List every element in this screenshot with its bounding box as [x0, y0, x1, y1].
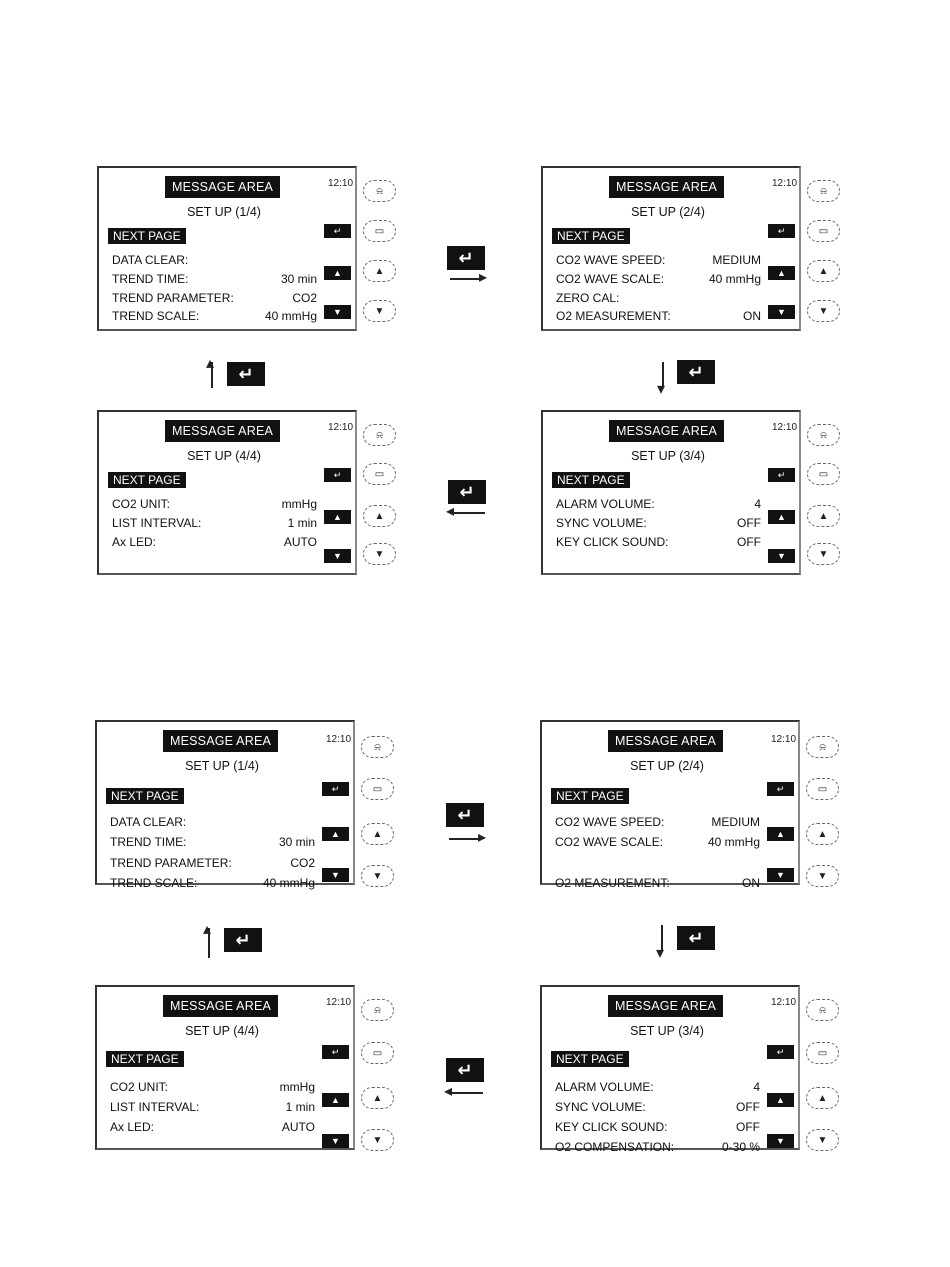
- setting-row[interactable]: [112, 515, 317, 531]
- enter-key-icon: ↵: [446, 1058, 484, 1082]
- flow-arrow-left: [449, 1092, 483, 1094]
- message-area: MESSAGE AREA: [608, 995, 723, 1017]
- alarm-silence-icon[interactable]: ⍾: [361, 999, 394, 1021]
- setting-value: 30 min: [280, 272, 317, 286]
- setting-value: 40 mmHg: [708, 272, 761, 286]
- setting-label: TREND PARAMETER:: [112, 291, 234, 305]
- flow-arrow-right: [449, 838, 481, 840]
- arrowhead-up-icon: ▴: [206, 355, 215, 372]
- setting-row[interactable]: [556, 290, 761, 306]
- setting-value: ON: [743, 309, 761, 323]
- setup-screen-page-2: [541, 166, 801, 331]
- down-key-icon[interactable]: ▼: [363, 300, 396, 322]
- alarm-silence-icon[interactable]: ⍾: [806, 736, 839, 758]
- arrowhead-right-icon: ▸: [479, 269, 488, 286]
- setting-row[interactable]: [110, 814, 315, 830]
- setting-row[interactable]: [555, 855, 760, 871]
- setting-label: TREND SCALE:: [110, 876, 198, 890]
- setting-value: 1 min: [285, 1100, 315, 1114]
- page-title: SET UP (4/4): [187, 449, 261, 463]
- up-softkey[interactable]: ▲: [768, 266, 795, 280]
- down-key-icon[interactable]: ▼: [806, 865, 839, 887]
- setting-label: O2 MEASUREMENT:: [555, 876, 670, 890]
- message-area: MESSAGE AREA: [165, 176, 280, 198]
- down-key-icon[interactable]: ▼: [361, 1129, 394, 1151]
- enter-softkey[interactable]: ↵: [322, 782, 349, 796]
- next-page-button[interactable]: NEXT PAGE: [551, 1051, 629, 1067]
- setting-label: CO2 WAVE SCALE:: [556, 272, 665, 286]
- up-softkey[interactable]: ▲: [767, 827, 794, 841]
- setting-row[interactable]: [556, 515, 761, 531]
- clock: 12:10: [326, 997, 352, 1008]
- next-page-button[interactable]: NEXT PAGE: [108, 472, 186, 488]
- setting-row[interactable]: [555, 1099, 760, 1115]
- message-area: MESSAGE AREA: [165, 420, 280, 442]
- clock: 12:10: [328, 422, 354, 433]
- enter-key-icon: ↵: [227, 362, 265, 386]
- setting-value: 30 min: [278, 835, 315, 849]
- setting-row[interactable]: [112, 308, 317, 324]
- up-softkey[interactable]: ▲: [322, 827, 349, 841]
- enter-key-icon: ↵: [448, 480, 486, 504]
- up-key-icon[interactable]: ▲: [807, 505, 840, 527]
- setting-row[interactable]: [112, 496, 317, 512]
- setting-value: OFF: [737, 516, 761, 530]
- setting-value: OFF: [737, 535, 761, 549]
- alarm-silence-icon[interactable]: ⍾: [363, 180, 396, 202]
- page-title: SET UP (3/4): [630, 1024, 704, 1038]
- down-key-icon[interactable]: ▼: [363, 543, 396, 565]
- setting-value: ON: [742, 876, 760, 890]
- setting-value: 0-30 %: [721, 1140, 760, 1154]
- setting-row[interactable]: [110, 1119, 315, 1135]
- setting-label: DATA CLEAR:: [112, 253, 189, 267]
- setting-label: Ax LED:: [112, 535, 157, 549]
- setting-row[interactable]: [110, 1079, 315, 1095]
- next-page-button[interactable]: NEXT PAGE: [551, 788, 629, 804]
- setting-row[interactable]: [556, 496, 761, 512]
- setting-label: TREND SCALE:: [112, 309, 200, 323]
- up-key-icon[interactable]: ▲: [361, 1087, 394, 1109]
- enter-softkey[interactable]: ↵: [767, 782, 794, 796]
- setting-row[interactable]: [556, 308, 761, 324]
- up-softkey[interactable]: ▲: [324, 266, 351, 280]
- down-key-icon[interactable]: ▼: [806, 1129, 839, 1151]
- setting-row[interactable]: [110, 855, 315, 871]
- setting-row[interactable]: [555, 1119, 760, 1135]
- down-key-icon[interactable]: ▼: [361, 865, 394, 887]
- setting-row[interactable]: [555, 1079, 760, 1095]
- setting-row[interactable]: [112, 290, 317, 306]
- setting-label: Ax LED:: [110, 1120, 155, 1134]
- setting-row[interactable]: [556, 271, 761, 287]
- clock: 12:10: [328, 178, 354, 189]
- setting-label: KEY CLICK SOUND:: [555, 1120, 668, 1134]
- page-title: SET UP (4/4): [185, 1024, 259, 1038]
- menu-icon[interactable]: ▭: [363, 220, 396, 242]
- alarm-silence-icon[interactable]: ⍾: [806, 999, 839, 1021]
- setting-label: LIST INTERVAL:: [112, 516, 202, 530]
- setting-label: ALARM VOLUME:: [555, 1080, 654, 1094]
- clock: 12:10: [772, 178, 798, 189]
- clock: 12:10: [771, 734, 797, 745]
- setting-label: KEY CLICK SOUND:: [556, 535, 669, 549]
- setting-label: TREND TIME:: [110, 835, 187, 849]
- page-title: SET UP (2/4): [631, 205, 705, 219]
- arrowhead-left-icon: ◂: [444, 1083, 453, 1100]
- enter-softkey[interactable]: ↵: [324, 468, 351, 482]
- setting-value: 40 mmHg: [264, 309, 317, 323]
- setting-label: DATA CLEAR:: [110, 815, 187, 829]
- setting-row[interactable]: [555, 875, 760, 891]
- setting-value: 1 min: [287, 516, 317, 530]
- arrowhead-down-icon: ▾: [657, 381, 666, 398]
- setup-screen-page-1: [95, 720, 355, 890]
- menu-icon[interactable]: ▭: [807, 463, 840, 485]
- page-title: SET UP (1/4): [187, 205, 261, 219]
- setting-value: 4: [753, 1080, 760, 1094]
- up-softkey[interactable]: ▲: [324, 510, 351, 524]
- setting-value: MEDIUM: [712, 253, 761, 267]
- next-page-button[interactable]: NEXT PAGE: [552, 472, 630, 488]
- setting-label: CO2 UNIT:: [112, 497, 171, 511]
- arrowhead-right-icon: ▸: [478, 829, 487, 846]
- down-softkey[interactable]: ▼: [322, 868, 349, 882]
- page-title: SET UP (1/4): [185, 759, 259, 773]
- down-softkey[interactable]: ▼: [324, 305, 351, 319]
- down-key-icon[interactable]: ▼: [807, 543, 840, 565]
- menu-icon[interactable]: ▭: [361, 778, 394, 800]
- setting-label: TREND PARAMETER:: [110, 856, 232, 870]
- enter-key-icon: ↵: [224, 928, 262, 952]
- menu-icon[interactable]: ▭: [806, 1042, 839, 1064]
- setting-label: ZERO CAL:: [556, 291, 620, 305]
- setting-value: 4: [754, 497, 761, 511]
- setting-row[interactable]: [112, 252, 317, 268]
- up-key-icon[interactable]: ▲: [361, 823, 394, 845]
- menu-icon[interactable]: ▭: [807, 220, 840, 242]
- enter-softkey[interactable]: ↵: [768, 224, 795, 238]
- clock: 12:10: [326, 734, 352, 745]
- setup-screen-page-2: [540, 720, 800, 890]
- setting-value: CO2: [290, 856, 315, 870]
- clock: 12:10: [771, 997, 797, 1008]
- setting-label: CO2 WAVE SPEED:: [555, 815, 665, 829]
- arrowhead-left-icon: ◂: [446, 503, 455, 520]
- setting-value: OFF: [736, 1100, 760, 1114]
- arrowhead-up-icon: ▴: [203, 921, 212, 938]
- setting-row[interactable]: [556, 534, 761, 550]
- message-area: MESSAGE AREA: [608, 730, 723, 752]
- setting-label: CO2 WAVE SPEED:: [556, 253, 666, 267]
- up-softkey[interactable]: ▲: [322, 1093, 349, 1107]
- setting-value: mmHg: [281, 497, 317, 511]
- setting-row[interactable]: [555, 1139, 760, 1155]
- next-page-button[interactable]: NEXT PAGE: [106, 1051, 184, 1067]
- page-title: SET UP (2/4): [630, 759, 704, 773]
- setup-screen-page-1: [97, 166, 357, 331]
- up-softkey[interactable]: ▲: [767, 1093, 794, 1107]
- arrowhead-down-icon: ▾: [656, 945, 665, 962]
- down-softkey[interactable]: ▼: [768, 305, 795, 319]
- setting-value: 40 mmHg: [262, 876, 315, 890]
- setting-label: CO2 UNIT:: [110, 1080, 169, 1094]
- down-softkey[interactable]: ▼: [768, 549, 795, 563]
- enter-key-icon: ↵: [677, 926, 715, 950]
- clock: 12:10: [772, 422, 798, 433]
- enter-softkey[interactable]: ↵: [322, 1045, 349, 1059]
- setting-row[interactable]: [110, 875, 315, 891]
- message-area: MESSAGE AREA: [163, 730, 278, 752]
- enter-key-icon: ↵: [677, 360, 715, 384]
- setting-label: LIST INTERVAL:: [110, 1100, 200, 1114]
- page-title: SET UP (3/4): [631, 449, 705, 463]
- setup-screen-page-3: [540, 985, 800, 1154]
- menu-icon[interactable]: ▭: [806, 778, 839, 800]
- next-page-button[interactable]: NEXT PAGE: [552, 228, 630, 244]
- next-page-button[interactable]: NEXT PAGE: [106, 788, 184, 804]
- setting-row[interactable]: [555, 814, 760, 830]
- message-area: MESSAGE AREA: [163, 995, 278, 1017]
- setting-label: CO2 WAVE SCALE:: [555, 835, 664, 849]
- setting-row[interactable]: [555, 834, 760, 850]
- setting-row[interactable]: [110, 1099, 315, 1115]
- menu-icon[interactable]: ▭: [361, 1042, 394, 1064]
- setting-label: O2 MEASUREMENT:: [556, 309, 671, 323]
- setting-row[interactable]: [112, 534, 317, 550]
- enter-softkey[interactable]: ↵: [324, 224, 351, 238]
- message-area: MESSAGE AREA: [609, 420, 724, 442]
- setting-label: TREND TIME:: [112, 272, 189, 286]
- setting-row[interactable]: [556, 252, 761, 268]
- up-key-icon[interactable]: ▲: [807, 260, 840, 282]
- setting-label: SYNC VOLUME:: [556, 516, 647, 530]
- setting-value: MEDIUM: [711, 815, 760, 829]
- setting-label: ALARM VOLUME:: [556, 497, 655, 511]
- up-softkey[interactable]: ▲: [768, 510, 795, 524]
- setting-value: mmHg: [279, 1080, 315, 1094]
- down-key-icon[interactable]: ▼: [807, 300, 840, 322]
- setting-value: AUTO: [283, 535, 317, 549]
- message-area: MESSAGE AREA: [609, 176, 724, 198]
- setup-screen-page-4: [95, 985, 355, 1150]
- alarm-silence-icon[interactable]: ⍾: [807, 180, 840, 202]
- enter-key-icon: ↵: [446, 803, 484, 827]
- enter-softkey[interactable]: ↵: [767, 1045, 794, 1059]
- next-page-button[interactable]: NEXT PAGE: [108, 228, 186, 244]
- setting-label: O2 COMPENSATION:: [555, 1140, 675, 1154]
- setting-row[interactable]: [112, 271, 317, 287]
- setting-label: SYNC VOLUME:: [555, 1100, 646, 1114]
- setup-screen-page-4: [97, 410, 357, 575]
- up-key-icon[interactable]: ▲: [363, 260, 396, 282]
- up-key-icon[interactable]: ▲: [806, 823, 839, 845]
- flow-arrow-right: [450, 278, 482, 280]
- down-softkey[interactable]: ▼: [767, 868, 794, 882]
- up-key-icon[interactable]: ▲: [806, 1087, 839, 1109]
- menu-icon[interactable]: ▭: [363, 463, 396, 485]
- setting-value: AUTO: [281, 1120, 315, 1134]
- down-softkey[interactable]: ▼: [322, 1134, 349, 1148]
- setup-screen-page-3: [541, 410, 801, 575]
- alarm-silence-icon[interactable]: ⍾: [361, 736, 394, 758]
- enter-softkey[interactable]: ↵: [768, 468, 795, 482]
- down-softkey[interactable]: ▼: [767, 1134, 794, 1148]
- setting-value: 40 mmHg: [707, 835, 760, 849]
- up-key-icon[interactable]: ▲: [363, 505, 396, 527]
- enter-key-icon: ↵: [447, 246, 485, 270]
- setting-value: OFF: [736, 1120, 760, 1134]
- down-softkey[interactable]: ▼: [324, 549, 351, 563]
- flow-arrow-left: [451, 512, 485, 514]
- setting-value: CO2: [292, 291, 317, 305]
- alarm-silence-icon[interactable]: ⍾: [363, 424, 396, 446]
- alarm-silence-icon[interactable]: ⍾: [807, 424, 840, 446]
- setting-row[interactable]: [110, 834, 315, 850]
